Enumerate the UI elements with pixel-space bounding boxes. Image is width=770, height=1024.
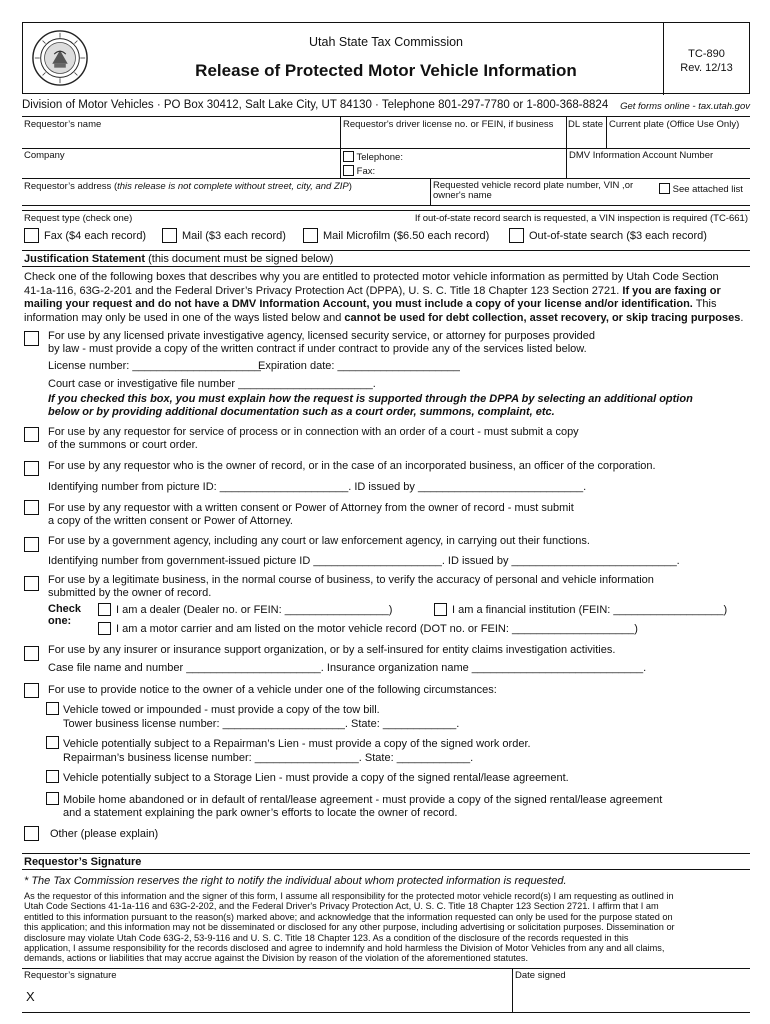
sub-option-text: Vehicle potentially subject to a Storage Lien - must provide a copy of the signed rental/lease agreement. [63, 772, 569, 784]
other-explain-field[interactable]: Other (please explain) [50, 828, 159, 840]
fax-checkbox[interactable] [343, 165, 354, 176]
out-of-state-checkbox[interactable] [509, 228, 524, 243]
requestor-name-field[interactable]: Requestor’s name [24, 119, 102, 130]
form-number-box [663, 23, 749, 95]
repairman-license-field[interactable]: Repairman’s business license number: _________________. State: ____________. [63, 752, 474, 764]
statement-line: application, I assume responsibility for the records disclosed and agree to indemnify and hold harmless the Division of Motor Vehicles from any and all claims, [24, 943, 665, 954]
form-revision: Rev. 12/13 [680, 62, 733, 74]
option-text: For use by any insurer or insurance support organization, or by a self-insured for entity claims investigation activities. [48, 644, 616, 656]
intro-line: information may only be used in one of the ways listed below and [24, 311, 342, 324]
grid-line [566, 116, 567, 148]
signature-statement [24, 891, 752, 964]
option-government-agency-checkbox[interactable] [24, 537, 39, 552]
option-text: For use by any requestor who is the owner of record, or in the case of an incorporated business, an officer of the corporation. [48, 460, 656, 472]
fax-field[interactable] [343, 165, 375, 177]
intro-line: 41-1a-116, 63G-2-201 and the Federal Driver’s Privacy Protection Act (DPPA), U. S. C. Title 18 Chapter 123 Section 2721. [24, 284, 620, 297]
grid-line [22, 1012, 750, 1013]
justification-note: (this document must be signed below) [148, 253, 334, 265]
statement-line: Utah Code Sections 41-1a-116 and 63G-2-202, and the Federal Driver's Privacy Protection Act, U. S. C. Title 18 Chapter 123 Section 2721. I affirm that I am [24, 901, 659, 912]
option-service-of-process-checkbox[interactable] [24, 427, 39, 442]
option-other-checkbox[interactable] [24, 826, 39, 841]
option-text: a copy of the written consent or Power of Attorney. [48, 515, 293, 527]
telephone-checkbox[interactable] [343, 151, 354, 162]
telephone-label: Telephone: [356, 152, 403, 163]
address-field[interactable] [24, 181, 352, 192]
justification-intro [24, 271, 752, 325]
court-case-field[interactable]: Court case or investigative file number ______________________. [48, 378, 376, 390]
dmv-address-line [22, 99, 750, 111]
form-title: Release of Protected Motor Vehicle Information [195, 61, 577, 80]
dppa-note: below or by providing additional documentation such as a court order, summons, complaint, etc. [48, 406, 555, 418]
intro-bold: cannot be used for debt collection, asset recovery, or skip tracing purposes [344, 311, 741, 324]
expiration-date-field[interactable]: Expiration date: ____________________ [258, 360, 460, 372]
intro-line: This [695, 298, 717, 310]
see-attached-label: See attached list [672, 184, 743, 195]
option-text: For use by any requestor with a written consent or Power of Attorney from the owner of record - must submit [48, 502, 574, 514]
intro-bold: mailing your request and do not have a DMV Information Account, you must include a copy of your license and/or identification. [24, 298, 693, 310]
insurance-case-field[interactable]: Case file name and number ______________________. Insurance organization name ____________________________. [48, 662, 647, 674]
intro-line: Check one of the following boxes that describes why you are entitled to protected motor vehicle information as permitted by Utah Code Section [24, 271, 719, 283]
option-insurer-checkbox[interactable] [24, 646, 39, 661]
signature-heading [22, 853, 750, 870]
signature-field[interactable]: X [26, 989, 35, 1004]
current-plate-field: Current plate (Office Use Only) [609, 119, 740, 130]
mobile-home-checkbox[interactable] [46, 792, 59, 805]
form-number: TC-890 [688, 48, 725, 60]
vehicle-record-field[interactable]: Requested vehicle record plate number, VIN ,or owner's name [433, 180, 634, 201]
microfilm-request-label: Mail Microfilm ($6.50 each record) [323, 230, 490, 242]
grid-line [22, 178, 750, 179]
grid-line [22, 205, 750, 206]
option-legitimate-business-checkbox[interactable] [24, 576, 39, 591]
telephone-field[interactable] [343, 151, 403, 163]
fax-request-label: Fax ($4 each record) [44, 230, 147, 242]
address-label-end: ) [348, 181, 352, 192]
option-text: For use by any licensed private investigative agency, licensed security service, or attorney for purposes provided [48, 330, 596, 342]
option-text: For use by a government agency, including any court or law enforcement agency, in carrying out their functions. [48, 535, 590, 547]
intro-bold: If you are faxing or [622, 284, 721, 297]
dl-fein-field[interactable]: Requestor's driver license no. or FEIN, if business [343, 119, 554, 130]
agency-name: Utah State Tax Commission [309, 35, 463, 49]
statement-line: As the requestor of this information and the signer of this form, I assume all responsibility for the protected motor vehicle record(s) I am requesting as outlined in [24, 891, 674, 901]
dl-state-field[interactable]: DL state [568, 119, 604, 130]
grid-line [22, 968, 750, 969]
signature-label: Requestor’s signature [24, 970, 117, 981]
motor-carrier-checkbox[interactable] [98, 622, 111, 635]
motor-carrier-field[interactable]: I am a motor carrier and am listed on the motor vehicle record (DOT no. or FEIN: ____________________) [116, 623, 638, 635]
notify-note: * The Tax Commission reserves the right to notify the individual about whom protected information is requested. [24, 875, 567, 887]
request-type-label: Request type (check one) [24, 213, 133, 224]
see-attached-checkbox[interactable] [659, 183, 670, 194]
picture-id-field[interactable]: Identifying number from picture ID: _____________________. ID issued by ___________________________. [48, 481, 587, 493]
company-field[interactable]: Company [24, 150, 65, 161]
option-text: For use by any requestor for service of process or in connection with an order of a court - must submit a copy [48, 426, 579, 438]
statement-line: disclosure may violate Utah Code 63G-2, 53-9-116 and U. S. C. Title 18 Chapter 123. As a condition of the disclosure of the records requested in this [24, 932, 629, 943]
license-number-field[interactable]: License number: _____________________ [48, 360, 261, 372]
mail-request-checkbox[interactable] [162, 228, 177, 243]
option-text: of the summons or court order. [48, 439, 198, 451]
check-one-label: Check one: [48, 603, 82, 627]
sub-option-text: Vehicle potentially subject to a Repairman’s Lien - must provide a copy of the signed work order. [63, 738, 531, 750]
repairman-lien-checkbox[interactable] [46, 736, 59, 749]
sub-option-text: Mobile home abandoned or in default of rental/lease agreement - must provide a copy of the signed rental/lease agreement [63, 794, 663, 806]
see-attached-option[interactable] [659, 183, 743, 195]
justification-heading [22, 250, 750, 267]
option-owner-of-record-checkbox[interactable] [24, 461, 39, 476]
grid-line [566, 148, 567, 178]
option-text: For use by a legitimate business, in the normal course of business, to verify the accuracy of personal and vehicle information [48, 574, 654, 586]
financial-institution-checkbox[interactable] [434, 603, 447, 616]
fax-label: Fax: [356, 166, 376, 177]
sub-option-text: and a statement explaining the park owner’s efforts to locate the owner of record. [63, 807, 458, 819]
grid-line [22, 210, 750, 211]
date-signed-field[interactable]: Date signed [515, 970, 566, 981]
option-text: For use to provide notice to the owner of a vehicle under one of the following circumstances: [48, 684, 497, 696]
statement-line: this application; and this information may not be disseminated or disclosed for any other purpose, including advertising or solicitation purposes. Dissemination or [24, 922, 675, 933]
grid-line [512, 968, 513, 1012]
financial-institution-field[interactable]: I am a financial institution (FEIN: __________________) [452, 604, 728, 616]
storage-lien-checkbox[interactable] [46, 770, 59, 783]
form-header [22, 22, 750, 94]
mail-request-label: Mail ($3 each record) [182, 230, 286, 242]
grid-line [430, 178, 431, 205]
grid-line [22, 148, 750, 149]
microfilm-request-checkbox[interactable] [303, 228, 318, 243]
option-text: by law - must provide a copy of the written contract if under contract to provide any of the services listed below. [48, 343, 587, 355]
dealer-field[interactable]: I am a dealer (Dealer no. or FEIN: _________________) [116, 604, 393, 616]
grid-line [22, 116, 750, 117]
request-type-note: If out-of-state record search is requested, a VIN inspection is required (TC-661) [414, 213, 748, 224]
intro-period: . [740, 311, 744, 324]
address-note: this release is not complete without street, city, and ZIP [117, 181, 349, 192]
towed-impounded-checkbox[interactable] [46, 702, 59, 715]
out-of-state-label: Out-of-state search ($3 each record) [529, 230, 707, 242]
justification-title: Justification Statement [24, 253, 146, 265]
sub-option-text: Vehicle towed or impounded - must provide a copy of the tow bill. [63, 704, 380, 716]
option-investigative-checkbox[interactable] [24, 331, 39, 346]
statement-line: entitled to this information pursuant to the reason(s) marked above; and acknowledge that the information requested can only be used for the purpose stated on [24, 911, 673, 922]
dealer-checkbox[interactable] [98, 603, 111, 616]
dmv-account-field[interactable]: DMV Information Account Number [569, 150, 714, 161]
dmv-address: Division of Motor Vehicles · PO Box 30412, Salt Lake City, UT 84130 · Telephone 801-297-7780 or 1-800-368-8824 [22, 99, 609, 111]
option-text: submitted by the owner of record. [48, 587, 212, 599]
grid-line [340, 116, 341, 178]
grid-line [606, 116, 607, 148]
government-id-field[interactable]: Identifying number from government-issued picture ID _____________________. ID issued by ___________________________. [48, 555, 680, 567]
statement-line: demands, actions or liabilities that may accrue against the Division by reason of the violation of the aforementioned statutes. [24, 953, 529, 964]
option-written-consent-checkbox[interactable] [24, 500, 39, 515]
tower-license-field[interactable]: Tower business license number: ____________________. State: ____________. [63, 718, 460, 730]
fax-request-checkbox[interactable] [24, 228, 39, 243]
get-forms-online: Get forms online - tax.utah.gov [620, 101, 750, 112]
address-label: Requestor’s address ( [24, 181, 118, 192]
option-vehicle-notice-checkbox[interactable] [24, 683, 39, 698]
dppa-note: If you checked this box, you must explain how the request is supported through the DPPA by selecting an additional option [48, 393, 693, 405]
signature-title: Requestor’s Signature [24, 856, 142, 868]
